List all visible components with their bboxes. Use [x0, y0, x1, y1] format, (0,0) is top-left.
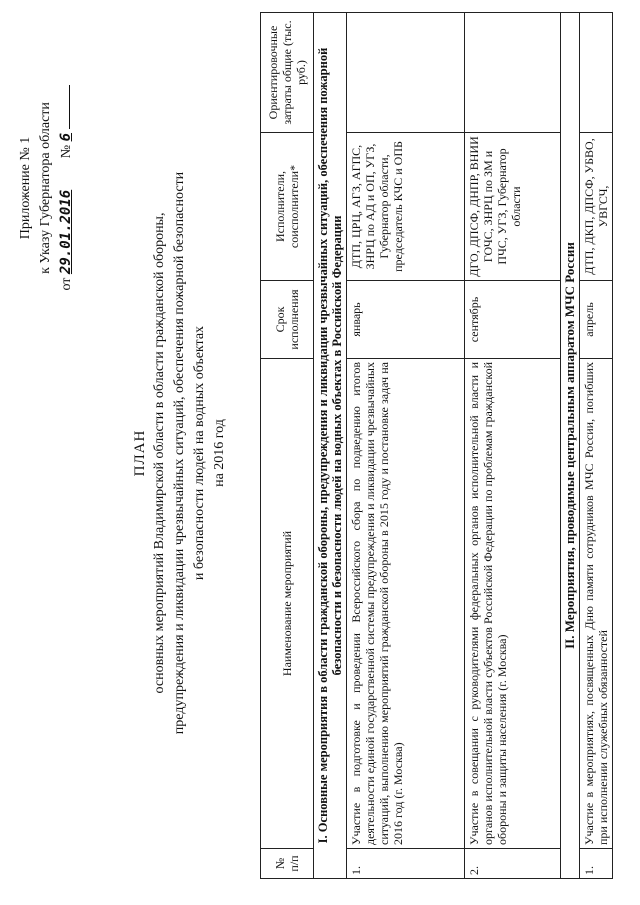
- appendix-number-label: №: [59, 144, 74, 159]
- row-cost: [465, 13, 561, 133]
- table-header-row: [261, 13, 314, 879]
- row-executors: ДГО, ДПСФ, ДНПР, ВНИИ ГОЧС, ЗНРЦ по ЗМ и ПЧС, УГЗ, Губернатор области: [465, 133, 561, 281]
- appendix-number: 6: [58, 132, 74, 142]
- table-row: [347, 13, 465, 879]
- plan-title: ПЛАН: [132, 429, 148, 477]
- row-num: 1.: [347, 849, 465, 879]
- header-num: № п/п: [261, 849, 314, 879]
- section-row-1: [314, 13, 347, 879]
- plan-subtitle-3: и безопасности людей на водных объектах: [192, 325, 207, 581]
- row-name: Участие в подготовке и проведении Всероссийского сбора по подведению итогов деятельности единой государственной системы предупреждения и ликвидации чрезвычайных ситуаций, выполнению мероприятий гражданской обороны в 2015 году и постановке задач на 2016 год (г. Москва): [347, 359, 465, 849]
- section-title-1: I. Основные мероприятия в области гражданской обороны, предупреждения и ликвидации чрезвычайных ситуаций, обеспечения пожарной безопасности и безопасности людей на водных объектах в Российской Федерации: [314, 13, 347, 879]
- row-executors: ДТП, ЦРЦ, АГЗ, АГПС, ЗНРЦ по АД и ОП, УГЗ, Губернатор области, председатель КЧС и ОПБ: [347, 133, 465, 281]
- header-name: Наименование мероприятий: [261, 359, 314, 849]
- row-cost: [580, 13, 613, 133]
- table-row: [465, 13, 561, 879]
- appendix-date-line: [56, 43, 77, 333]
- header-term: Срок исполнения: [261, 281, 314, 359]
- appendix-number-underline: [69, 85, 70, 129]
- plan-subtitle-2: предупреждения и ликвидации чрезвычайных ситуаций, обеспечения пожарной безопасности: [172, 171, 187, 735]
- plan-subtitle-4: на 2016 год: [212, 419, 227, 487]
- row-name: Участие в мероприятиях, посвященных Дню памяти сотрудников МЧС России, погибших при исполнении служебных обязанностей: [580, 359, 613, 849]
- section-row-2: [561, 13, 580, 879]
- header-cost: Ориентировочные затраты общие (тыс. руб.): [261, 13, 314, 133]
- row-term: январь: [347, 281, 465, 359]
- row-executors: ДТП, ДКП, ДПСФ, УБВО, УВГСЧ,: [580, 133, 613, 281]
- appendix-block: [16, 43, 77, 333]
- row-cost: [347, 13, 465, 133]
- table-row: [580, 13, 613, 879]
- document-page: [10, 13, 610, 893]
- row-term: сентябрь: [465, 281, 561, 359]
- appendix-from: от: [59, 277, 74, 291]
- section-title-2: II. Мероприятия, проводимые центральным аппаратом МЧС России: [561, 13, 580, 879]
- plan-heading: [130, 83, 230, 823]
- appendix-title: Приложение № 1: [18, 136, 33, 240]
- row-term: апрель: [580, 281, 613, 359]
- row-name: Участие в совещании с руководителями федеральных органов исполнительной власти и органов исполнительной власти субъектов Российской Федерации по проблемам гражданской обороны и защиты населения (г. Москва): [465, 359, 561, 849]
- header-executors: Исполнители, соисполнители*: [261, 133, 314, 281]
- row-num: 2.: [465, 849, 561, 879]
- appendix-date: 29.01.2016: [58, 189, 74, 275]
- plan-table: [260, 12, 613, 879]
- plan-subtitle-1: основных мероприятий Владимирской области в области гражданской обороны,: [152, 212, 167, 694]
- row-num: 1.: [580, 849, 613, 879]
- appendix-decree: к Указу Губернатора области: [38, 102, 53, 274]
